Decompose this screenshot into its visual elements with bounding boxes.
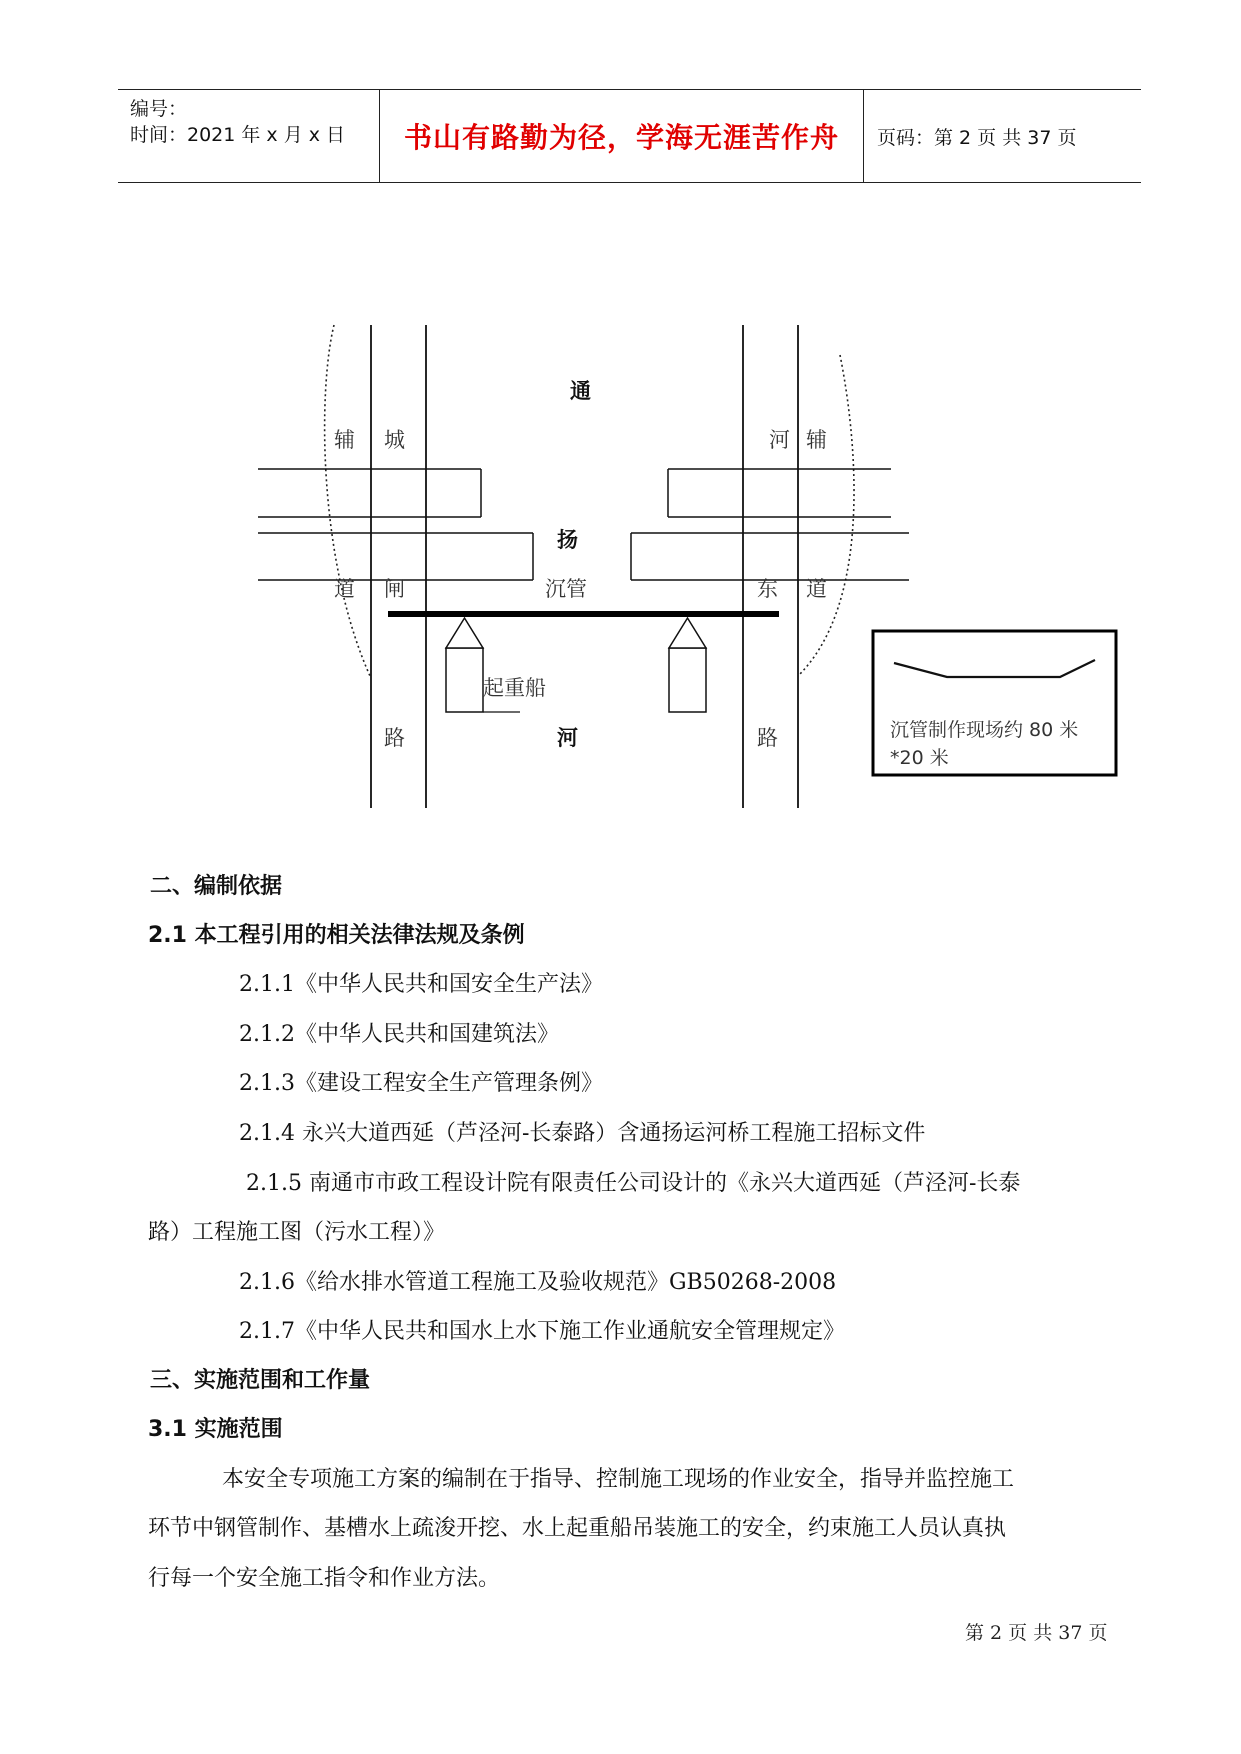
crane-ship-left-head — [446, 618, 483, 648]
section-heading-2: 二、编制依据 — [150, 874, 283, 899]
site-diagram — [0, 0, 1241, 840]
list-item: 2.1.4 永兴大道西延（芦泾河-长泰路）含通扬运河桥工程施工招标文件 — [239, 1121, 926, 1146]
section-heading-3-1: 3.1 实施范围 — [148, 1417, 283, 1442]
label-cheng: 城 — [384, 428, 405, 452]
label-lu-left: 路 — [384, 726, 405, 750]
aux-road-right-curve — [798, 355, 854, 676]
list-item: 2.1.2《中华人民共和国建筑法》 — [239, 1022, 559, 1047]
paragraph-line: 行每一个安全施工指令和作业方法。 — [148, 1566, 501, 1591]
crane-ship-right-body — [669, 648, 706, 712]
label-chenguan: 沉管 — [545, 577, 587, 601]
motto: 书山有路勤为径，学海无涯苦作舟 — [403, 121, 839, 154]
label-crane: 起重船 — [483, 676, 546, 700]
section-heading-3: 三、实施范围和工作量 — [150, 1368, 371, 1393]
list-item: 2.1.3《建设工程安全生产管理条例》 — [239, 1071, 603, 1096]
label-dao-right: 道 — [806, 577, 827, 601]
label-lu-right: 路 — [757, 726, 778, 750]
crane-ship-left-body — [446, 648, 483, 712]
label-dao-left: 道 — [334, 577, 355, 601]
paragraph-line: 本安全专项施工方案的编制在于指导、控制施工现场的作业安全，指导并监控施工 — [222, 1467, 1015, 1492]
label-he: 河 — [557, 726, 578, 750]
label-he-right: 河 — [769, 428, 790, 452]
serial-label: 编号： — [130, 98, 188, 120]
page-footer: 第 2 页 共 37 页 — [965, 1622, 1108, 1644]
header-page-info: 页码：第 2 页 共 37 页 — [877, 126, 1077, 149]
label-yang: 扬 — [557, 528, 578, 552]
list-item: 2.1.7《中华人民共和国水上水下施工作业通航安全管理规定》 — [239, 1319, 845, 1344]
legend-text-2: *20 米 — [890, 747, 949, 769]
paragraph-line: 环节中钢管制作、基槽水上疏浚开挖、水上起重船吊装施工的安全，约束施工人员认真执 — [148, 1516, 1007, 1541]
section-heading-2-1: 2.1 本工程引用的相关法律法规及条例 — [148, 923, 525, 948]
list-item: 2.1.1《中华人民共和国安全生产法》 — [239, 972, 603, 997]
list-item: 2.1.5 南通市市政工程设计院有限责任公司设计的《永兴大道西延（芦泾河-长泰 — [246, 1171, 1021, 1196]
aux-road-left-curve — [325, 325, 370, 676]
list-item: 2.1.6《给水排水管道工程施工及验收规范》GB50268-2008 — [239, 1270, 837, 1295]
label-zha: 闸 — [384, 577, 405, 601]
label-fu-right: 辅 — [806, 428, 827, 452]
label-dong: 东 — [757, 577, 778, 601]
crane-ship-right-head — [669, 618, 706, 648]
label-fu-left: 辅 — [334, 428, 355, 452]
legend-text-1: 沉管制作现场约 80 米 — [890, 719, 1079, 741]
time-label: 时间：2021 年 x 月 x 日 — [130, 124, 346, 146]
list-item-continuation: 路）工程施工图（污水工程）》 — [148, 1220, 446, 1245]
label-tong: 通 — [570, 379, 591, 403]
